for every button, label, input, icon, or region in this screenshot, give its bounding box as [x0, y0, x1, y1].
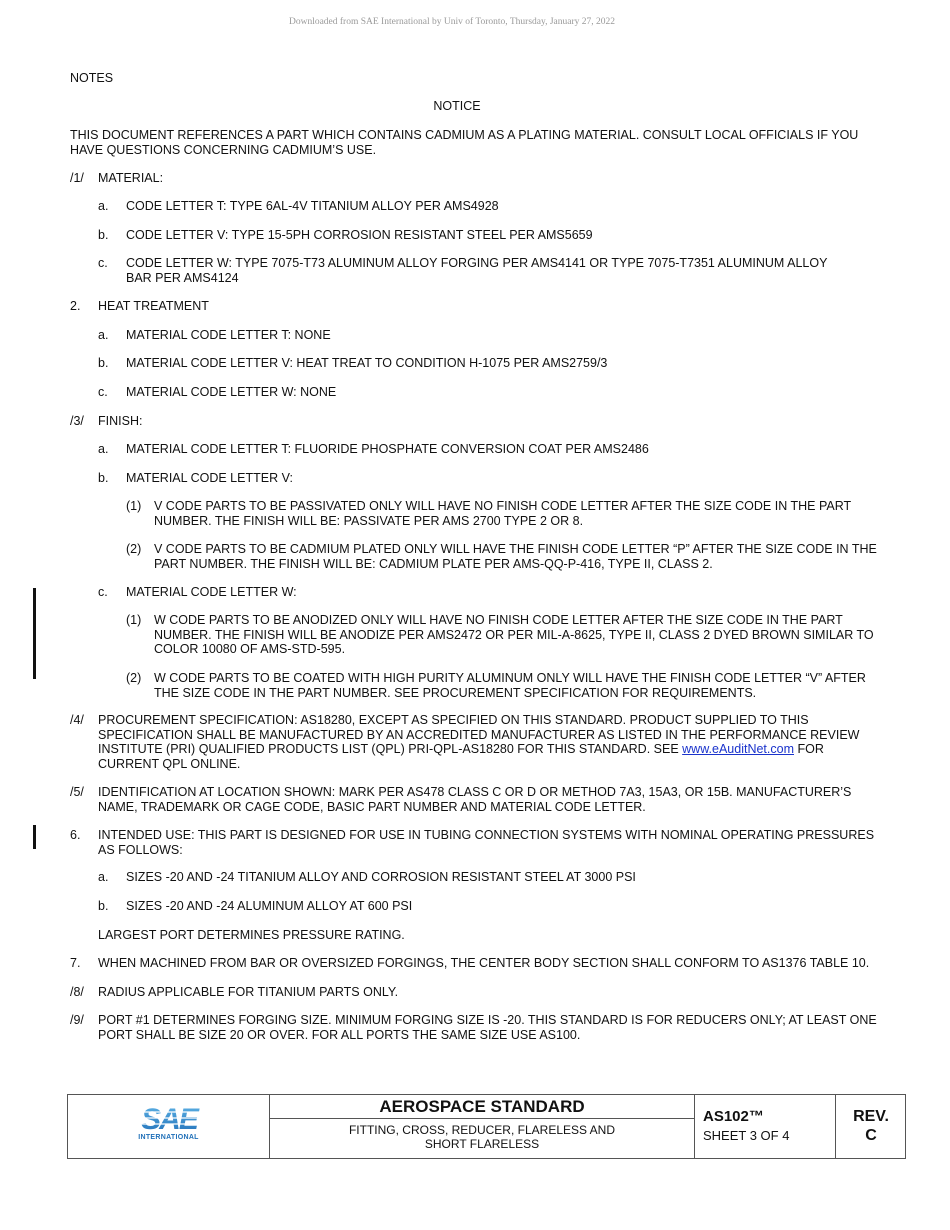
- title-block: [67, 1094, 906, 1159]
- revision-change-bar: [33, 825, 36, 849]
- notes-heading: NOTES: [70, 71, 114, 85]
- note-6a-text: SIZES -20 AND -24 TITANIUM ALLOY AND CORROSION RESISTANT STEEL AT 3000 PSI: [126, 870, 636, 884]
- revision-cell: [836, 1095, 906, 1158]
- note-2a-text: MATERIAL CODE LETTER T: NONE: [126, 328, 331, 342]
- note-2b-text: MATERIAL CODE LETTER V: HEAT TREAT TO CONDITION H-1075 PER AMS2759/3: [126, 356, 608, 370]
- revision: [836, 1107, 906, 1145]
- note-2c-text: MATERIAL CODE LETTER W: NONE: [126, 385, 337, 399]
- notice-heading: NOTICE: [433, 99, 481, 113]
- note-4-text: [98, 713, 888, 771]
- note-1a-label: a.: [98, 199, 109, 213]
- note-2c-label: c.: [98, 385, 108, 399]
- note-3-number: /3/: [70, 414, 84, 428]
- sae-logo-mark: [68, 1095, 270, 1159]
- document-number-cell: [695, 1095, 836, 1158]
- note-3c-label: c.: [98, 585, 108, 599]
- note-4-text-end: FOR CURRENT QPL ONLINE.: [98, 742, 824, 771]
- note-3b-label: b.: [98, 471, 109, 485]
- note-1b-text: CODE LETTER V: TYPE 15-5PH CORROSION RESISTANT STEEL PER AMS5659: [126, 228, 593, 242]
- part-title: [270, 1123, 694, 1151]
- sae-logo: [68, 1095, 270, 1158]
- note-2-text: HEAT TREATMENT: [98, 299, 209, 313]
- note-1c-text: CODE LETTER W: TYPE 7075-T73 ALUMINUM ALLOY FORGING PER AMS4141 OR TYPE 7075-T7351 ALUMINUM ALLOY BAR PER AMS4124: [126, 256, 828, 285]
- note-3-text: FINISH:: [98, 414, 143, 428]
- notice-text: THIS DOCUMENT REFERENCES A PART WHICH CONTAINS CADMIUM AS A PLATING MATERIAL. CONSULT LOCAL OFFICIALS IF YOU HAVE QUESTIONS CONCERNING CADMIUM’S USE.: [70, 128, 859, 157]
- note-3b1-text: V CODE PARTS TO BE PASSIVATED ONLY WILL HAVE NO FINISH CODE LETTER AFTER THE SIZE CODE IN THE PART NUMBER. THE FINISH WILL BE: PASSIVATE PER AMS 2700 TYPE 2 OR 8.: [154, 499, 851, 528]
- revision-change-bar: [33, 588, 36, 679]
- note-1b-label: b.: [98, 228, 109, 242]
- title-cell: [270, 1095, 695, 1158]
- note-6-text: INTENDED USE: THIS PART IS DESIGNED FOR USE IN TUBING CONNECTION SYSTEMS WITH NOMINAL OPERATING PRESSURES AS FOLLOWS:: [98, 828, 875, 857]
- note-8-number: /8/: [70, 985, 84, 999]
- note-3b2-text: V CODE PARTS TO BE CADMIUM PLATED ONLY WILL HAVE THE FINISH CODE LETTER “P” AFTER THE SIZE CODE IN THE PART NUMBER. THE FINISH WILL BE: CADMIUM PLATE PER AMS-QQ-P-416, TYPE II, CLASS 2.: [154, 542, 877, 571]
- note-3c2-label: (2): [126, 671, 142, 685]
- revision-value: C: [865, 1127, 877, 1144]
- standard-type: AEROSPACE STANDARD: [270, 1095, 694, 1119]
- note-6-footer: LARGEST PORT DETERMINES PRESSURE RATING.: [98, 928, 405, 942]
- note-3a-text: MATERIAL CODE LETTER T: FLUORIDE PHOSPHATE CONVERSION COAT PER AMS2486: [126, 442, 649, 456]
- note-9-number: /9/: [70, 1013, 84, 1027]
- revision-label: REV.: [853, 1108, 889, 1125]
- sae-logo-text: SAE: [141, 1103, 197, 1136]
- note-3a-label: a.: [98, 442, 109, 456]
- note-3b2-label: (2): [126, 542, 142, 556]
- note-2a-label: a.: [98, 328, 109, 342]
- note-3b1-label: (1): [126, 499, 142, 513]
- note-1-text: MATERIAL:: [98, 171, 164, 185]
- note-8-text: RADIUS APPLICABLE FOR TITANIUM PARTS ONLY.: [98, 985, 399, 999]
- note-3c1-text: W CODE PARTS TO BE ANODIZED ONLY WILL HAVE NO FINISH CODE LETTER AFTER THE SIZE CODE IN THE PART NUMBER. THE FINISH WILL BE ANODIZE PER AMS2472 OR PER MIL-A-8625, TYPE II, CLASS 2 DYED BROWN SIMILAR TO COLOR 10080 OF AMS-STD-595.: [154, 613, 874, 656]
- note-9-text: PORT #1 DETERMINES FORGING SIZE. MINIMUM FORGING SIZE IS -20. THIS STANDARD IS FOR REDUCERS ONLY; AT LEAST ONE PORT SHALL BE SIZE 20 OR OVER. FOR ALL PORTS THE SAME SIZE USE AS100.: [98, 1013, 877, 1042]
- sheet-number: SHEET 3 OF 4: [703, 1128, 790, 1143]
- sae-logo-subtext: INTERNATIONAL: [138, 1134, 199, 1141]
- note-1-number: /1/: [70, 171, 84, 185]
- note-3c-text: MATERIAL CODE LETTER W:: [126, 585, 297, 599]
- note-1a-text: CODE LETTER T: TYPE 6AL-4V TITANIUM ALLOY PER AMS4928: [126, 199, 499, 213]
- note-3c2-text: W CODE PARTS TO BE COATED WITH HIGH PURITY ALUMINUM ONLY WILL HAVE THE FINISH CODE LETTER “V” AFTER THE SIZE CODE IN THE PART NUMBER. SEE PROCUREMENT SPECIFICATION FOR REQUIREMENTS.: [154, 671, 866, 700]
- note-4-number: /4/: [70, 713, 84, 727]
- note-7-number: 7.: [70, 956, 81, 970]
- note-2b-label: b.: [98, 356, 109, 370]
- note-7-text: WHEN MACHINED FROM BAR OR OVERSIZED FORGINGS, THE CENTER BODY SECTION SHALL CONFORM TO AS1376 TABLE 10.: [98, 956, 870, 970]
- note-5-text: IDENTIFICATION AT LOCATION SHOWN: MARK PER AS478 CLASS C OR D OR METHOD 7A3, 15A3, OR 15B. MANUFACTURER’S NAME, TRADEMARK OR CAGE CODE, BASIC PART NUMBER AND MATERIAL CODE LETTER.: [98, 785, 852, 814]
- note-3c1-label: (1): [126, 613, 142, 627]
- note-3b-text: MATERIAL CODE LETTER V:: [126, 471, 293, 485]
- note-4-text-start: PROCUREMENT SPECIFICATION: AS18280, EXCEPT AS SPECIFIED ON THIS STANDARD. PRODUCT SUPPLIED TO THIS SPECIFICATION SHALL BE MANUFACTURED BY AN ACCREDITED MANUFACTURER AS LISTED IN THE PERFORMANCE REVIEW INSTITUTE (PRI) QUALIFIED PRODUCTS LIST (QPL) PRI-QPL-AS18280 FOR THIS STANDARD. SEE: [98, 713, 860, 756]
- part-title-text: FITTING, CROSS, REDUCER, FLARELESS AND SHORT FLARELESS: [348, 1123, 616, 1151]
- document-number: AS102™: [703, 1108, 764, 1125]
- note-1c-label: c.: [98, 256, 108, 270]
- note-2-number: 2.: [70, 299, 81, 313]
- note-6a-label: a.: [98, 870, 109, 884]
- note-6-number: 6.: [70, 828, 81, 842]
- note-6b-label: b.: [98, 899, 109, 913]
- eauditnet-link[interactable]: www.eAuditNet.com: [682, 742, 794, 756]
- download-watermark: Downloaded from SAE International by Univ of Toronto, Thursday, January 27, 2022: [288, 17, 616, 27]
- note-5-number: /5/: [70, 785, 84, 799]
- note-6b-text: SIZES -20 AND -24 ALUMINUM ALLOY AT 600 PSI: [126, 899, 413, 913]
